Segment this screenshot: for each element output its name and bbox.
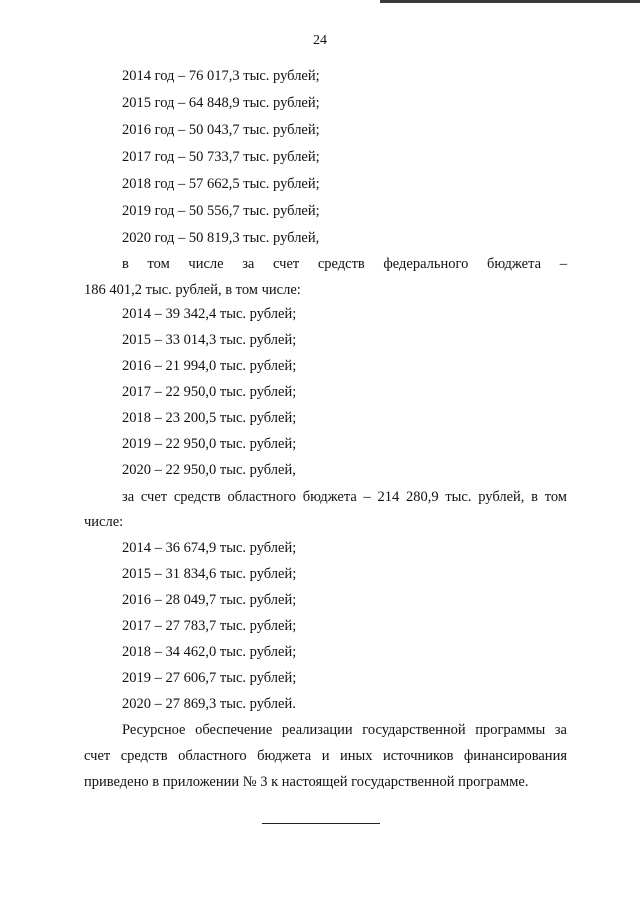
total-year-line: 2020 год – 50 819,3 тыс. рублей,: [122, 230, 320, 246]
federal-intro-line: [122, 255, 567, 273]
word: –: [559, 256, 567, 272]
closing-line-3: приведено в приложении № 3 к настоящей государственной программе.: [84, 774, 529, 790]
word: иных: [339, 748, 373, 764]
word: программы: [475, 722, 546, 738]
word: счет: [273, 256, 300, 272]
word: и: [321, 748, 330, 764]
federal-year-line: 2016 – 21 994,0 тыс. рублей;: [122, 358, 297, 374]
word: бюджета: [487, 256, 542, 272]
regional-year-line: 2020 – 27 869,3 тыс. рублей.: [122, 696, 296, 712]
total-year-line: 2018 год – 57 662,5 тыс. рублей;: [122, 176, 320, 192]
word: в: [122, 256, 129, 272]
regional-year-line: 2019 – 27 606,7 тыс. рублей;: [122, 670, 297, 686]
federal-year-line: 2019 – 22 950,0 тыс. рублей;: [122, 436, 297, 452]
word: за: [554, 722, 567, 738]
federal-year-line: 2015 – 33 014,3 тыс. рублей;: [122, 332, 297, 348]
word: числе: [188, 256, 224, 272]
federal-intro-continuation: 186 401,2 тыс. рублей, в том числе:: [84, 282, 301, 298]
total-year-line: 2016 год – 50 043,7 тыс. рублей;: [122, 122, 320, 138]
total-year-line: 2015 год – 64 848,9 тыс. рублей;: [122, 95, 320, 111]
regional-intro-line: за счет средств областного бюджета – 214 280,9 тыс. рублей, в том: [122, 489, 567, 505]
word: счет: [84, 748, 111, 764]
total-year-line: 2014 год – 76 017,3 тыс. рублей;: [122, 68, 320, 84]
word: реализации: [281, 722, 353, 738]
regional-year-line: 2018 – 34 462,0 тыс. рублей;: [122, 644, 297, 660]
regional-year-line: 2014 – 36 674,9 тыс. рублей;: [122, 540, 297, 556]
regional-intro-continuation: числе:: [84, 514, 124, 530]
federal-year-line: 2014 – 39 342,4 тыс. рублей;: [122, 306, 297, 322]
federal-year-line: 2017 – 22 950,0 тыс. рублей;: [122, 384, 297, 400]
end-of-section-rule: [262, 823, 380, 824]
scan-edge-mark: [380, 0, 640, 3]
word: финансирования: [463, 748, 567, 764]
regional-year-line: 2016 – 28 049,7 тыс. рублей;: [122, 592, 297, 608]
total-year-line: 2019 год – 50 556,7 тыс. рублей;: [122, 203, 320, 219]
word: источников: [382, 748, 454, 764]
page-number: 24: [313, 33, 327, 48]
federal-year-line: 2020 – 22 950,0 тыс. рублей,: [122, 462, 296, 478]
word: государственной: [362, 722, 466, 738]
word: за: [242, 256, 255, 272]
word: Ресурсное: [122, 722, 186, 738]
word: том: [147, 256, 170, 272]
regional-year-line: 2017 – 27 783,7 тыс. рублей;: [122, 618, 297, 634]
regional-year-line: 2015 – 31 834,6 тыс. рублей;: [122, 566, 297, 582]
word: федерального: [383, 256, 469, 272]
federal-year-line: 2018 – 23 200,5 тыс. рублей;: [122, 410, 297, 426]
word: обеспечение: [195, 722, 273, 738]
word: бюджета: [257, 748, 312, 764]
closing-line-2: [84, 747, 567, 765]
closing-line-1: [122, 721, 567, 739]
word: средств: [120, 748, 168, 764]
total-year-line: 2017 год – 50 733,7 тыс. рублей;: [122, 149, 320, 165]
word: областного: [178, 748, 247, 764]
word: средств: [317, 256, 365, 272]
